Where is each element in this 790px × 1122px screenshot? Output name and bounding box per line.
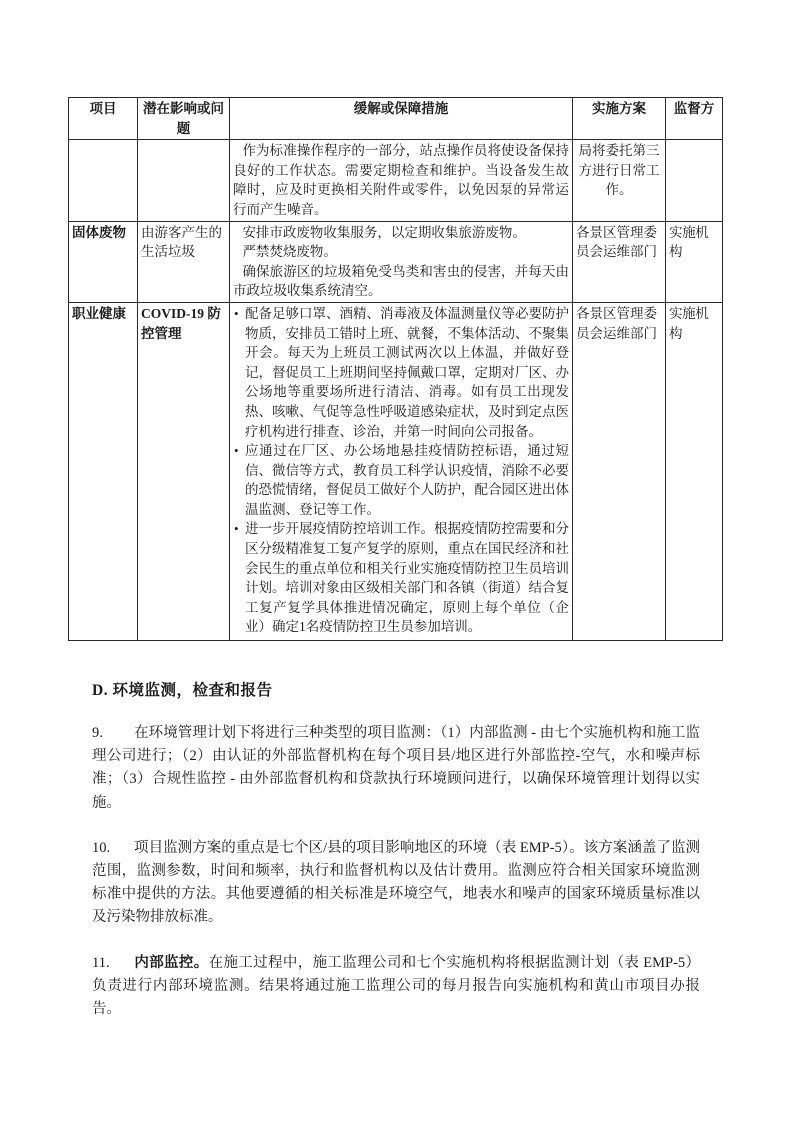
project-cell: 固体废物 [69,221,138,302]
paragraph-number: 11. [92,954,110,971]
mitigation-cell [230,140,573,221]
col-header-supervisor: 监督方 [666,98,723,140]
implementation-cell: 各景区管理委员会运维部门 [573,221,666,302]
paragraph-9 [92,722,700,815]
supervisor-cell: 实施机构 [666,302,723,640]
mitigation-paragraph: 作为标准操作程序的一部分，站点操作员将使设备保持良好的工作状态。需要定期检查和维护。当设备发生故障时，应及时更换相关附件或零件，以免因泵的异常运行而产生噪音。 [233,143,569,217]
paragraph-number: 10. [92,839,111,856]
mitigation-bullet: • 配备足够口罩、酒精、消毒液及体温测量仪等必要防护物质，安排员工错时上班、就餐，不集体活动、不聚集开会。每天为上班员工测试两次以上体温，并做好登记，督促员工上班期间坚持佩戴口罩，定期对厂区、办公场地等重要场所进行清洁、消毒。如有员工出现发热、咳嗽、气促等急性呼吸道感染症状，及时到定点医疗机构进行排查、诊治，并第一时间向公司报备。 [245,304,569,441]
paragraph-text: 在环境管理计划下将进行三种类型的项目监测：（1）内部监测 - 由七个实施机构和施工监理公司进行；（2）由认证的外部监督机构在每个项目县/地区进行外部监控-空气，水和噪声标准；（3）合规性监控 - 由外部监督机构和贷款执行环境顾问进行，以确保环境管理计划得以实施。 [92,724,700,811]
table-header-row [69,98,723,140]
impact-cell: COVID-19 防控管理 [138,302,230,640]
document-body [68,97,722,1021]
impact-cell [138,140,230,221]
paragraph-bold-lead: 内部监控。 [134,954,209,971]
mitigation-bullet: • 应通过在厂区、办公场地悬挂疫情防控标语，通过短信、微信等方式，教育员工科学认识疫情，消除不必要的恐慌情绪，督促员工做好个人防护，配合园区进出体温监测、登记等工作。 [245,441,569,519]
project-cell: 职业健康 [69,302,138,640]
paragraph-number: 9. [92,724,103,741]
col-header-project: 项目 [69,98,138,140]
mitigation-paragraph: 确保旅游区的垃圾箱免受鸟类和害虫的侵害，并每天由市政垃圾收集系统清空。 [233,263,569,299]
supervisor-cell: 实施机构 [666,221,723,302]
paragraph-11 [92,952,700,1022]
implementation-cell: 局将委托第三方进行日常工作。 [573,140,666,221]
implementation-cell: 各景区管理委员会运维部门 [573,302,666,640]
section-heading: D. 环境监测，检查和报告 [92,681,273,699]
project-cell [69,140,138,221]
table-row-continuation [69,140,723,221]
col-header-mitigation: 缓解或保障措施 [230,98,573,140]
col-header-implementation: 实施方案 [573,98,666,140]
mitigation-paragraph: 安排市政废物收集服务，以定期收集旅游废物。 [242,224,526,240]
paragraph-10 [92,837,700,930]
table-row-solid-waste [69,221,723,302]
paragraph-text: 项目监测方案的重点是七个区/县的项目影响地区的环境（表 EMP-5）。该方案涵盖了监测范围，监测参数，时间和频率，执行和监督机构以及估计费用。监测应符合相关国家环境监测标准中提供的方法。其他要遵循的相关标准是环境空气，地表水和噪声的国家环境质量标准以及污染物排放标准。 [92,839,700,926]
impact-cell: 由游客产生的生活垃圾 [138,221,230,302]
mitigation-bullet: • 进一步开展疫情防控培训工作。根据疫情防控需要和分区分级精准复工复产复学的原则，重点在国民经济和社会民生的重点单位和相关行业实施疫情防控卫生员培训计划。培训对象由区级相关部门和各镇（街道）结合复工复产复学具体推进情况确定，原则上每个单位（企业）确定1名疫情防控卫生员参加培训。 [245,519,569,637]
supervisor-cell [666,140,723,221]
mitigation-cell [230,302,573,640]
mitigation-bullet-list [233,304,569,637]
col-header-impact: 潜在影响或问题 [138,98,230,140]
emp-table [68,97,723,641]
mitigation-cell [230,221,573,302]
table-row-occupational-health [69,302,723,640]
paragraph-text: 在施工过程中，施工监理公司和七个实施机构将根据监测计划（表 EMP-5）负责进行内部环境监测。结果将通过施工监理公司的每月报告向实施机构和黄山市项目办报告。 [92,954,701,1017]
mitigation-paragraph: 严禁焚烧废物。 [242,244,337,260]
